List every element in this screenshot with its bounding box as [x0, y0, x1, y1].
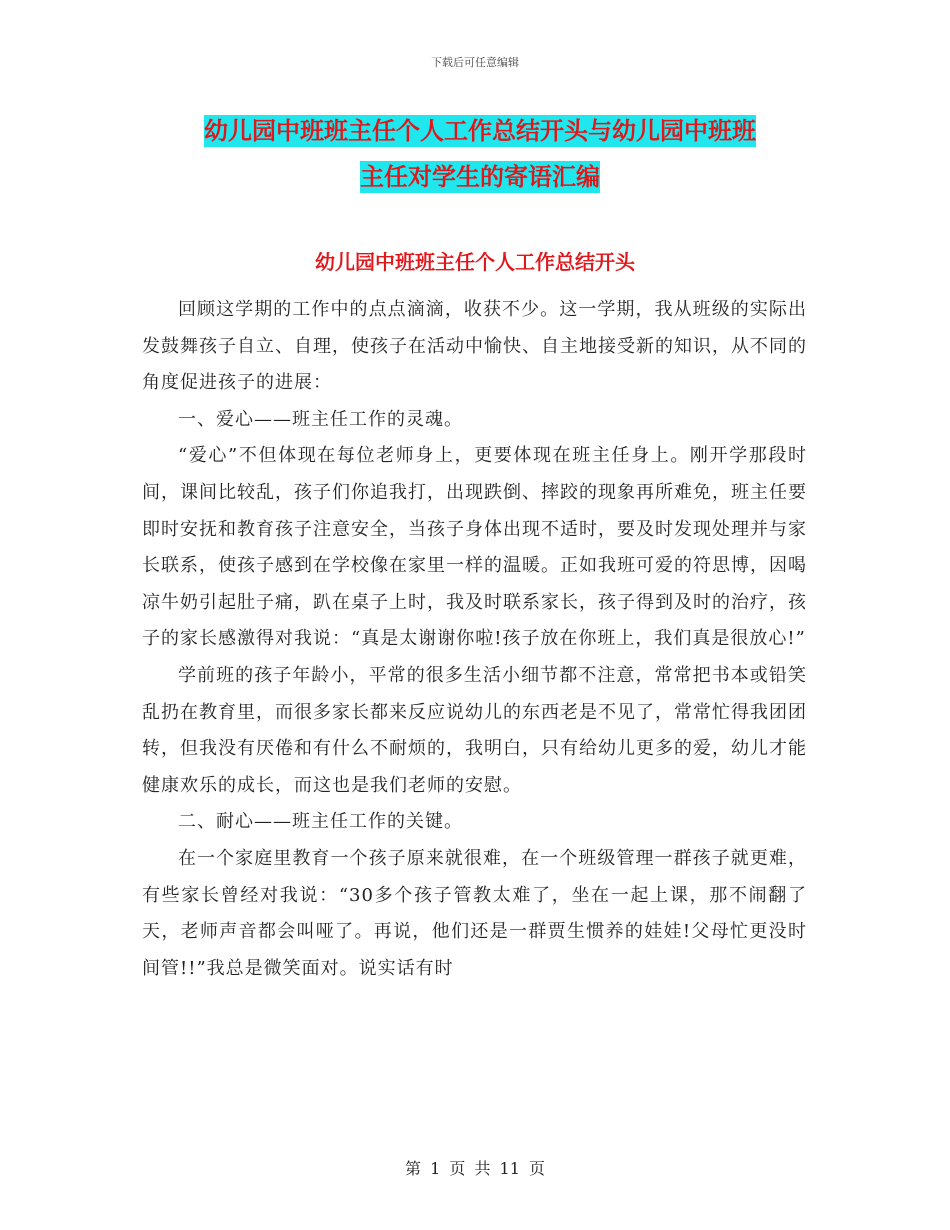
paragraph: 在一个家庭里教育一个孩子原来就很难，在一个班级管理一群孩子就更难，有些家长曾经对我说：“30多个孩子管教太难了，坐在一起上课，那不闹翻了天，老师声音都会叫哑了。再说，他们还是一群贾生惯养的娃娃!父母忙更没时间管!!”我总是微笑面对。说实话有时	[142, 847, 807, 979]
page-number-footer: 第 1 页 共 11 页	[405, 1159, 545, 1178]
paragraph: 学前班的孩子年龄小，平常的很多生活小细节都不注意，常常把书本或铅笑乱扔在教育里，而很多家长都来反应说幼儿的东西老是不见了，常常忙得我团团转，但我没有厌倦和有什么不耐烦的，我明白，只有给幼儿更多的爱，幼儿才能健康欢乐的成长，而这也是我们老师的安慰。	[142, 664, 807, 796]
paragraph: 二、耐心——班主任工作的关键。	[178, 811, 463, 833]
header-note: 下载后可任意编辑	[431, 56, 519, 69]
document-title	[150, 108, 810, 200]
document-title-line-2: 主任对学生的寄语汇编	[360, 163, 600, 191]
paragraph: 回顾这学期的工作中的点点滴滴，收获不少。这一学期，我从班级的实际出发鼓舞孩子自立、自理，使孩子在活动中愉快、自主地接受新的知识，从不同的角度促进孩子的进展：	[142, 299, 807, 394]
paragraph: 一、爱心——班主任工作的灵魂。	[178, 408, 463, 430]
paragraph: “爱心”不但体现在每位老师身上，更要体现在班主任身上。刚开学那段时间，课间比较乱，孩子们你追我打，出现跌倒、摔跤的现象再所难免，班主任要即时安抚和教育孩子注意安全，当孩子身体出现不适时，要及时发现处理并与家长联系，使孩子感到在学校像在家里一样的温暖。正如我班可爱的符思博，因喝凉牛奶引起肚子痛，趴在桌子上时，我及时联系家长，孩子得到及时的治疗，孩子的家长感激得对我说：“真是太谢谢你啦!孩子放在你班上，我们真是很放心!”	[142, 445, 807, 650]
document-title-line-1: 幼儿园中班班主任个人工作总结开头与幼儿园中班班	[204, 117, 756, 145]
body-text	[142, 292, 807, 987]
section-title: 幼儿园中班班主任个人工作总结开头	[315, 250, 635, 274]
